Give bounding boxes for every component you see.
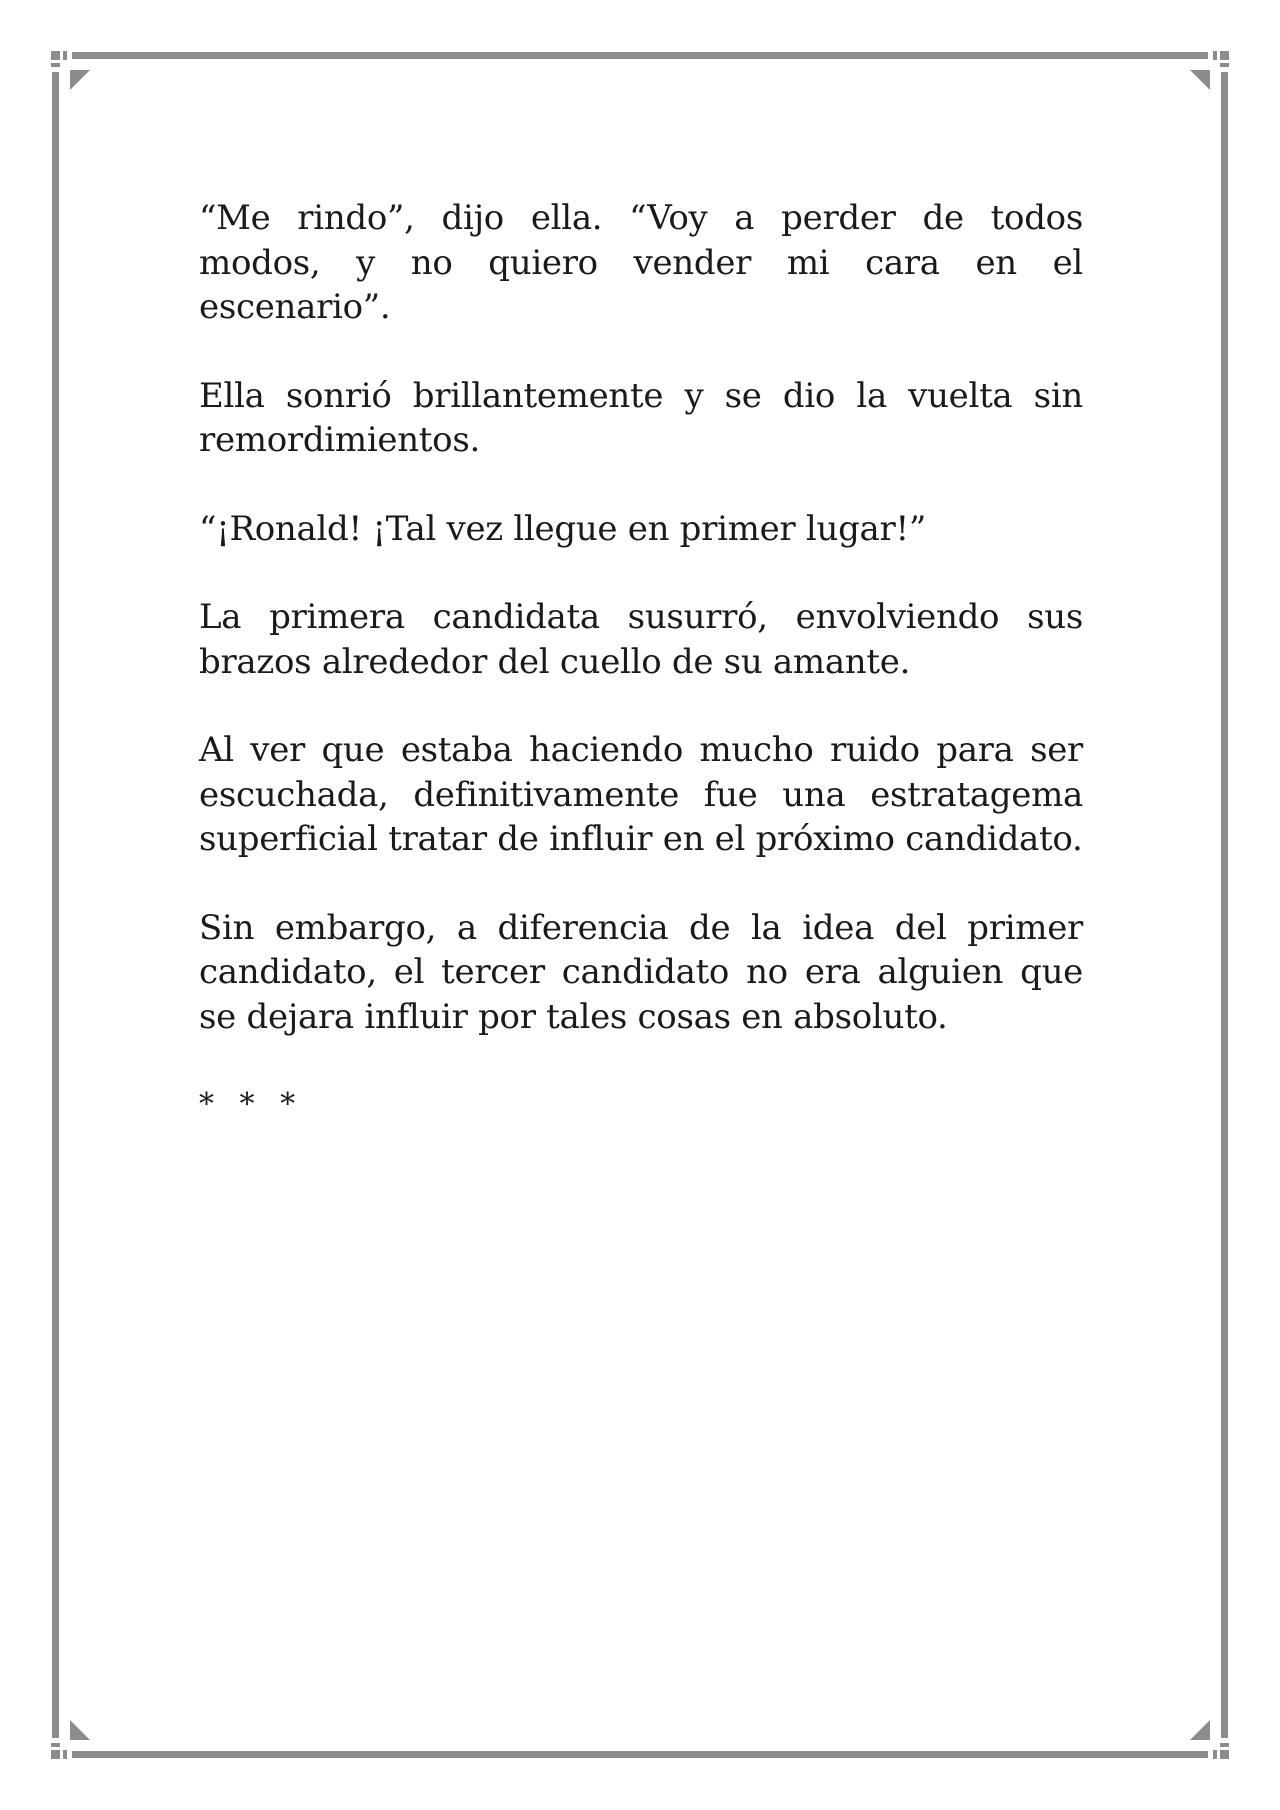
corner-triangle-tl (70, 70, 90, 90)
paragraph: “¡Ronald! ¡Tal vez llegue en primer lugar!” (199, 508, 926, 549)
section-separator: * * * (199, 1087, 304, 1122)
paragraph: La primera candidata susurró, envolviendo sus brazos alrededor del cuello de su amante. (199, 597, 1083, 682)
corner-triangle-br (1190, 1720, 1210, 1740)
paragraph: Al ver que estaba haciendo mucho ruido para ser escuchada, definitivamente fue una estratagema superficial tratar de influir en el próximo candidato. (199, 730, 1083, 859)
corner-triangle-bl (70, 1720, 90, 1740)
border-left (52, 72, 59, 1738)
corner-triangle-tr (1190, 70, 1210, 90)
border-bottom (72, 1751, 1208, 1758)
paragraph: “Me rindo”, dijo ella. “Voy a perder de todos modos, y no quiero vender mi cara en el escenario”. (199, 198, 1083, 327)
corner-square-tl (51, 51, 60, 60)
border-top (72, 52, 1208, 59)
border-right (1221, 72, 1228, 1738)
corner-square-tr (1220, 51, 1229, 60)
corner-square-bl (51, 1750, 60, 1759)
corner-square-br (1220, 1750, 1229, 1759)
document-body (199, 196, 1083, 1172)
paragraph: Sin embargo, a diferencia de la idea del primer candidato, el tercer candidato no era alguien que se dejara influir por tales cosas en absoluto. (199, 907, 1083, 1037)
paragraph: Ella sonrió brillantemente y se dio la vuelta sin remordimientos. (199, 375, 1083, 460)
